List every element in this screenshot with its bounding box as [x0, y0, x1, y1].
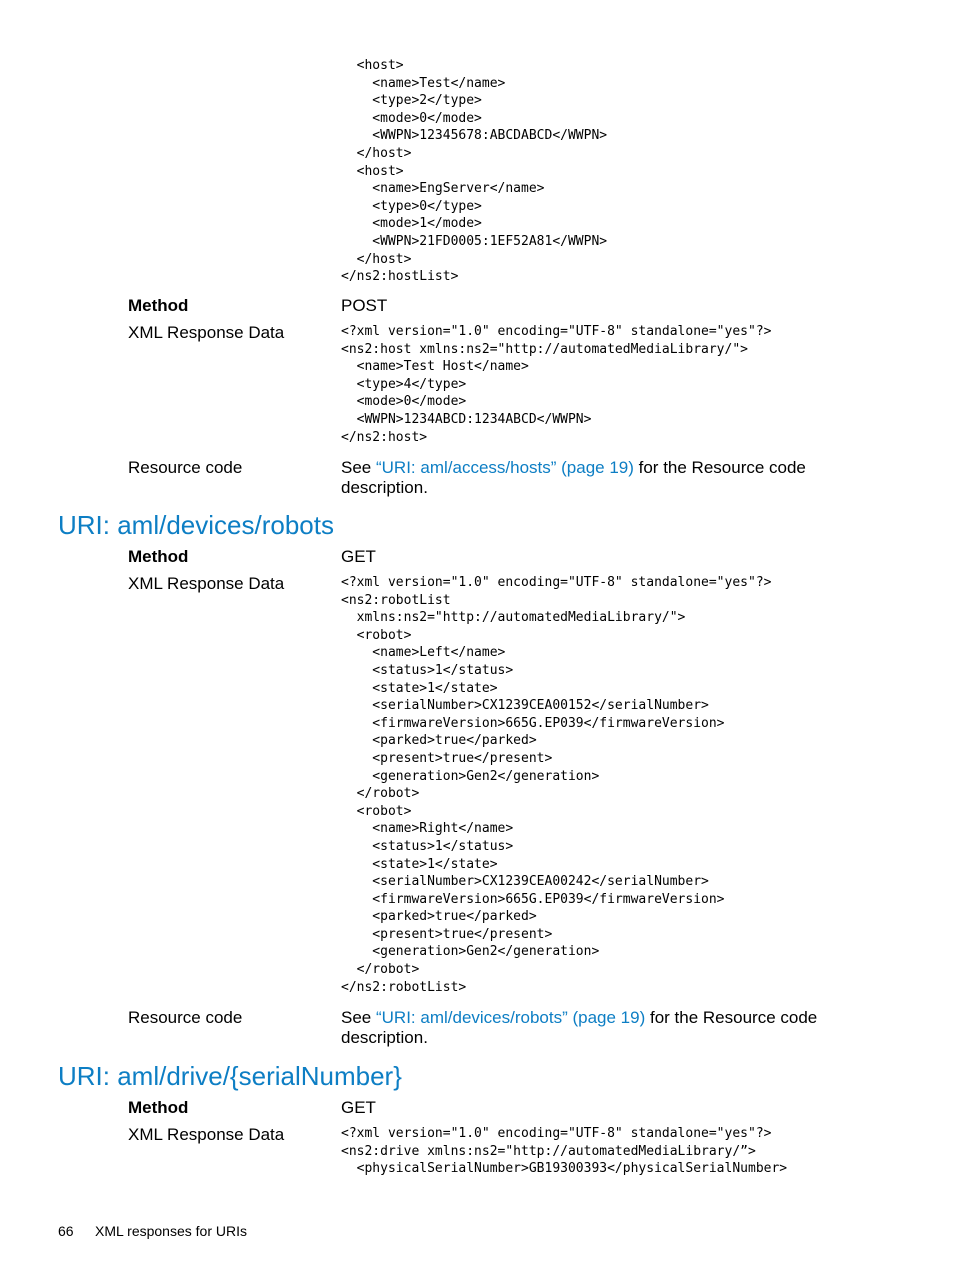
xml-response-label: XML Response Data: [128, 574, 285, 593]
method-label: Method: [128, 296, 189, 315]
footer-section-title: XML responses for URIs: [95, 1223, 247, 1239]
robot-list-code-block: <?xml version="1.0" encoding="UTF-8" standalone="yes"?> <ns2:robotList xmlns:ns2="http://automatedMediaLibrary/"> <robot> <name>Left</name> <status>1</status> <state>1</state> <serialNumber>CX1239CEA00152</serialNumber> <firmwareVersion>665G.EP039</firmwareVersion> <parked>true</parked> <present>true</present> <generation>Gen2</generation> </robot> <robot> <name>Right</name> <status>1</status> <state>1</state> <serialNumber>CX1239CEA00242</serialNumber> <firmwareVersion>665G.EP039</firmwareVersion> <parked>true</parked> <present>true</present> <generation>Gen2</generation> </robot> </ns2:robotList>: [341, 575, 772, 995]
method-label: Method: [128, 1098, 189, 1117]
resource-code-label: Resource code: [128, 458, 243, 477]
xml-response-label: XML Response Data: [128, 1125, 285, 1144]
drive-xml-code-block: <?xml version="1.0" encoding="UTF-8" standalone="yes"?> <ns2:drive xmlns:ns2="http://automatedMediaLibrary/”> <physicalSerialNumber>GB19300393</physicalSerialNumber>: [341, 1126, 788, 1177]
method-value: GET: [341, 1098, 376, 1117]
resource-code-description: See “URI: aml/access/hosts” (page 19) for the Resource code description.: [341, 458, 806, 497]
host-xml-code-block: <?xml version="1.0" encoding="UTF-8" standalone="yes"?> <ns2:host xmlns:ns2="http://automatedMediaLibrary/"> <name>Test Host</name> <type>4</type> <mode>0</mode> <WWPN>1234ABCD:1234ABCD</WWPN> </ns2:host>: [341, 324, 772, 445]
host-list-code-block: <host> <name>Test</name> <type>2</type> <mode>0</mode> <WWPN>12345678:ABCDABCD</WWPN> </host> <host> <name>EngServer</name> <type>0</type> <mode>1</mode> <WWPN>21FD0005:1EF52A81</WWPN> </host> </ns2:hostList>: [341, 58, 608, 285]
robots-page-link[interactable]: “URI: aml/devices/robots” (page 19): [375, 1008, 646, 1027]
page-number: 66: [58, 1223, 74, 1239]
resource-code-description: See “URI: aml/devices/robots” (page 19) for the Resource code description.: [341, 1008, 818, 1047]
section-heading-drive: URI: aml/drive/{serialNumber}: [58, 1061, 402, 1091]
method-value: GET: [341, 547, 376, 566]
resource-code-label: Resource code: [128, 1008, 243, 1027]
hosts-page-link[interactable]: “URI: aml/access/hosts” (page 19): [375, 458, 634, 477]
method-label: Method: [128, 547, 189, 566]
xml-response-label: XML Response Data: [128, 323, 285, 342]
section-heading-robots: URI: aml/devices/robots: [58, 510, 334, 540]
method-value: POST: [341, 296, 388, 315]
